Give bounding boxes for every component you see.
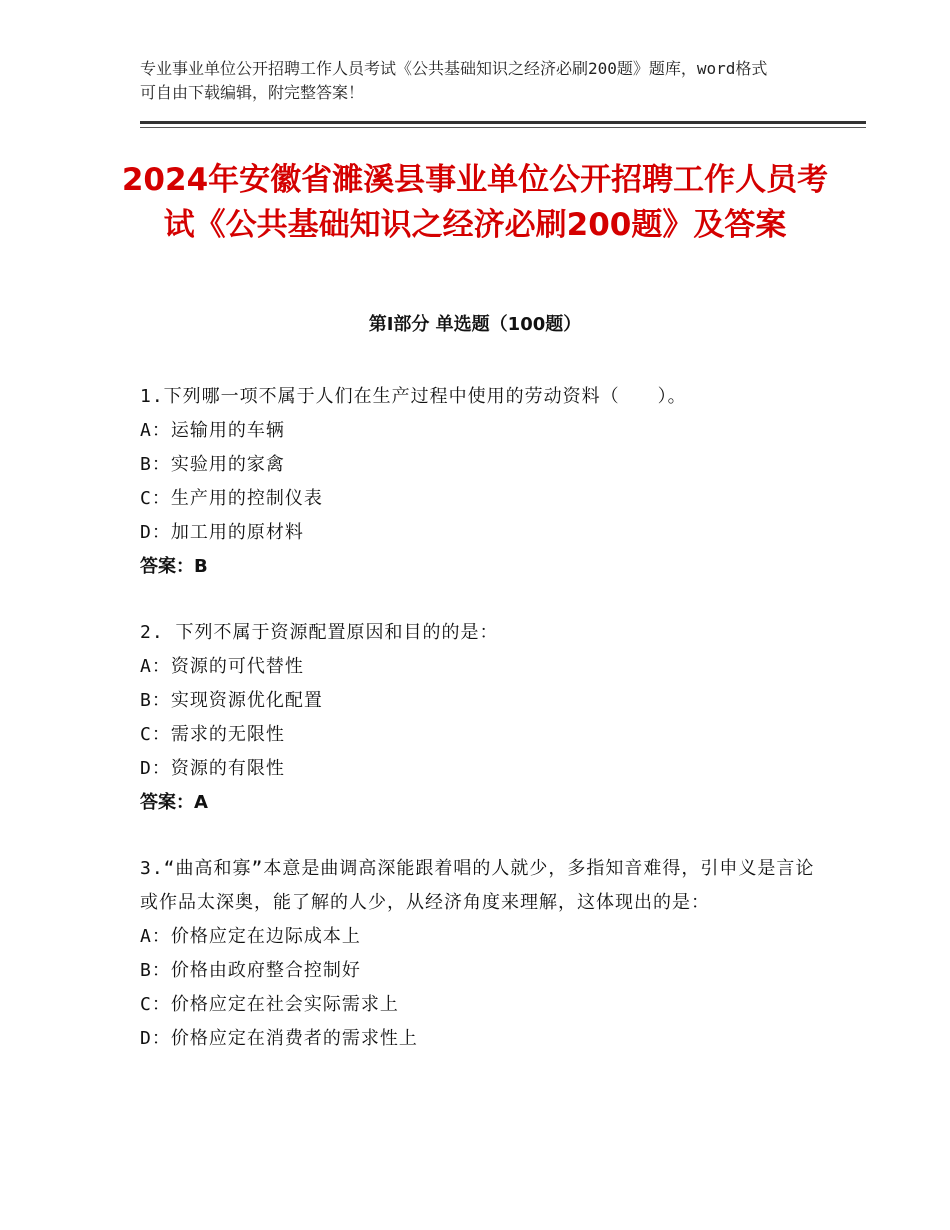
option-c: C：价格应定在社会实际需求上 [140,994,399,1015]
question-3 [140,852,820,1056]
option-b: B：实现资源优化配置 [140,690,323,711]
question-stem: 2. 下列不属于资源配置原因和目的的是： [140,622,499,643]
question-stem: 1.下列哪一项不属于人们在生产过程中使用的劳动资料（ ）。 [140,386,687,407]
option-c: C：需求的无限性 [140,724,285,745]
header-rule-thick [140,121,866,124]
option-d: D：资源的有限性 [140,758,285,779]
option-a: A：运输用的车辆 [140,420,285,441]
option-b: B：价格由政府整合控制好 [140,960,361,981]
header-note: 专业事业单位公开招聘工作人员考试《公共基础知识之经济必刷200题》题库，word格式可自由下载编辑，附完整答案！ [140,59,768,102]
option-d: D：加工用的原材料 [140,522,304,543]
option-d: D：价格应定在消费者的需求性上 [140,1028,418,1049]
header-rule-thin [140,127,866,128]
question-stem: 3.“曲高和寡”本意是曲调高深能跟着唱的人就少，多指知音难得，引申义是言论或作品太深奥，能了解的人少，从经济角度来理解，这体现出的是： [140,858,815,913]
question-1 [140,380,820,584]
question-2 [140,616,820,820]
option-c: C：生产用的控制仪表 [140,488,323,509]
section-title: 第Ⅰ部分 单选题（100题） [368,314,582,335]
document-title: 2024年安徽省濉溪县事业单位公开招聘工作人员考试《公共基础知识之经济必刷200题》及答案 [121,162,829,243]
question-list [140,380,820,1088]
option-a: A：价格应定在边际成本上 [140,926,361,947]
answer: 答案：B [140,556,208,577]
answer: 答案：A [140,792,208,813]
option-a: A：资源的可代替性 [140,656,304,677]
option-b: B：实验用的家禽 [140,454,285,475]
